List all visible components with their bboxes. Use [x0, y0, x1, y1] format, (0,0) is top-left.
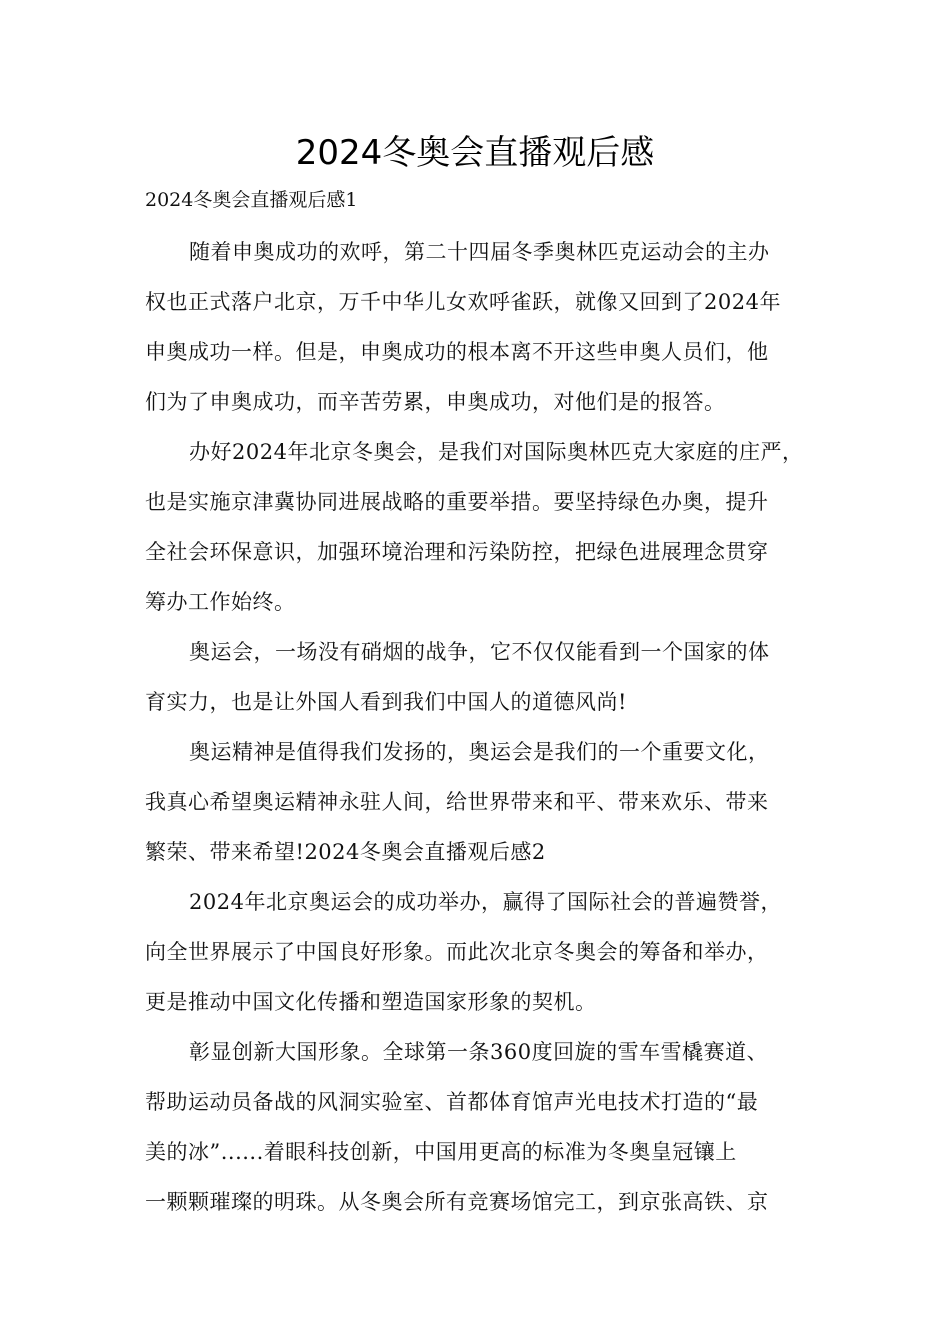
text-line: 申奥成功一样。但是，申奥成功的根本离不开这些申奥人员们，他: [145, 340, 769, 364]
section-heading-1: 2024冬奥会直播观后感1: [145, 189, 358, 211]
text-line: 更是推动中国文化传播和塑造国家形象的契机。: [145, 990, 597, 1014]
text-line: 我真心希望奥运精神永驻人间，给世界带来和平、带来欢乐、带来: [145, 790, 769, 814]
text-line: 向全世界展示了中国良好形象。而此次北京冬奥会的筹备和举办，: [145, 940, 769, 964]
text-line: 奥运精神是值得我们发扬的，奥运会是我们的一个重要文化，: [189, 740, 770, 764]
text-line: 彰显创新大国形象。全球第一条360度回旋的雪车雪橇赛道、: [189, 1040, 769, 1064]
text-line: 随着申奥成功的欢呼，第二十四届冬季奥林匹克运动会的主办: [189, 240, 770, 264]
text-line: 们为了申奥成功，而辛苦劳累，申奥成功，对他们是的报答。: [145, 390, 726, 414]
text-line: 帮助运动员备战的风洞实验室、首都体育馆声光电技术打造的“最: [145, 1090, 759, 1114]
text-line: 奥运会，一场没有硝烟的战争，它不仅仅能看到一个国家的体: [189, 640, 770, 664]
text-line: 美的冰”......着眼科技创新，中国用更高的标准为冬奥皇冠镶上: [145, 1140, 737, 1164]
text-line: 一颗颗璀璨的明珠。从冬奥会所有竞赛场馆完工，到京张高铁、京: [145, 1190, 769, 1214]
text-line: 也是实施京津冀协同进展战略的重要举措。要坚持绿色办奥，提升: [145, 490, 769, 514]
text-line: 筹办工作始终。: [145, 590, 296, 614]
text-line: 权也正式落户北京，万千中华儿女欢呼雀跃，就像又回到了2024年: [145, 290, 781, 314]
text-line: 育实力，也是让外国人看到我们中国人的道德风尚!: [145, 690, 627, 714]
text-line: 办好2024年北京冬奥会，是我们对国际奥林匹克大家庭的庄严，: [189, 440, 804, 464]
document-title: 2024冬奥会直播观后感: [295, 133, 655, 173]
text-line: 2024年北京奥运会的成功举办，赢得了国际社会的普遍赞誉，: [189, 890, 782, 914]
text-line: 繁荣、带来希望!2024冬奥会直播观后感2: [145, 840, 546, 864]
text-line: 全社会环保意识，加强环境治理和污染防控，把绿色进展理念贯穿: [145, 540, 769, 564]
